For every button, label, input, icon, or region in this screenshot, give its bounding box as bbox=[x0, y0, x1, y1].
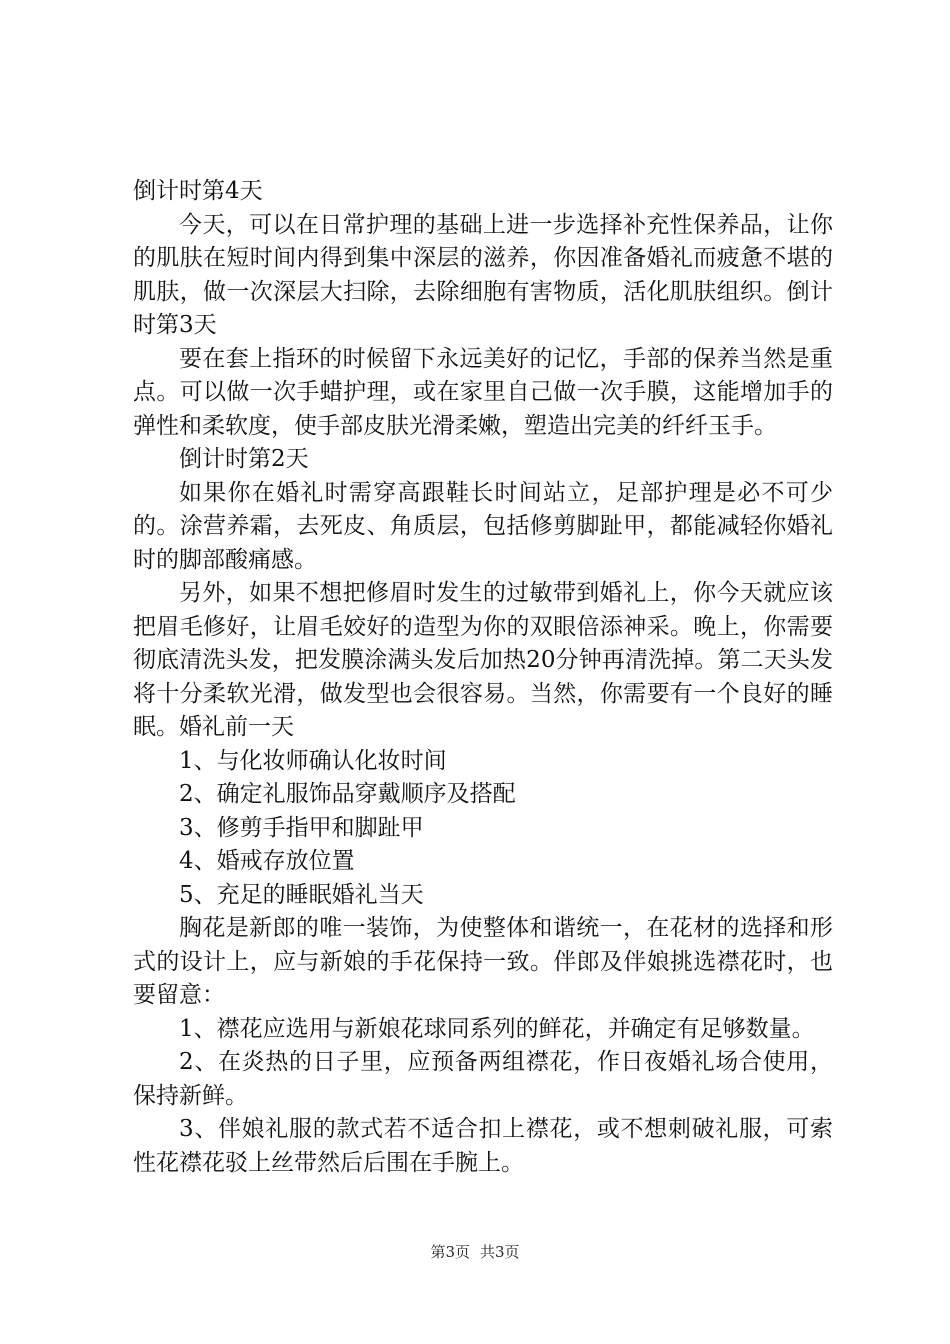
paragraph-day-2-brows-hair: 另外，如果不想把修眉时发生的过敏带到婚礼上，你今天就应该把眉毛修好，让眉毛姣好的造型为你的双眼倍添神采。晚上，你需要彻底清洗头发，把发膜涂满头发后加热20分钟再清洗掉。第二天头发将十分柔软光滑，做发型也会很容易。当然，你需要有一个良好的睡眠。婚礼前一天 bbox=[133, 580, 833, 740]
list-item: 3、伴娘礼服的款式若不适合扣上襟花，或不想刺破礼服，可索性花襟花驳上丝带然后后围在手腕上。 bbox=[133, 1116, 833, 1176]
list-item: 5、充足的睡眠婚礼当天 bbox=[179, 881, 424, 908]
list-day-before bbox=[133, 745, 833, 913]
list-item: 2、确定礼服饰品穿戴顺序及搭配 bbox=[179, 781, 516, 807]
list-item: 1、襟花应选用与新娘花球同系列的鲜花，并确定有足够数量。 bbox=[179, 1015, 815, 1042]
heading-countdown-day-2: 倒计时第2天 bbox=[179, 446, 309, 472]
list-item: 1、与化妆师确认化妆时间 bbox=[179, 747, 447, 774]
paragraph-day-2-foot-care: 如果你在婚礼时需穿高跟鞋长时间站立，足部护理是必不可少的。涂营养霜，去死皮、角质层，包括修剪脚趾甲，都能减轻你婚礼时的脚部酸痛感。 bbox=[133, 479, 833, 573]
page-number: 第3页 bbox=[430, 1243, 470, 1261]
paragraph-wedding-day: 胸花是新郎的唯一装饰，为使整体和谐统一，在花材的选择和形式的设计上，应与新娘的手花保持一致。伴郎及伴娘挑选襟花时，也要留意： bbox=[133, 915, 833, 1008]
paragraph-day-3: 要在套上指环的时候留下永远美好的记忆，手部的保养当然是重点。可以做一次手蜡护理，或在家里自己做一次手膜，这能增加手的弹性和柔软度，使手部皮肤光滑柔嫩，塑造出完美的纤纤玉手。 bbox=[133, 345, 833, 439]
list-boutonniere bbox=[133, 1013, 833, 1181]
page-footer bbox=[0, 1242, 950, 1262]
paragraph-day-4: 今天，可以在日常护理的基础上进一步选择补充性保养品，让你的肌肤在短时间内得到集中深层的滋养，你因准备婚礼而疲惫不堪的肌肤，做一次深层大扫除，去除细胞有害物质，活化肌肤组织。倒计时第3天 bbox=[133, 211, 833, 338]
list-item: 2、在炎热的日子里，应预备两组襟花，作日夜婚礼场合使用，保持新鲜。 bbox=[133, 1049, 833, 1109]
heading-countdown-day-4: 倒计时第4天 bbox=[133, 178, 263, 204]
list-item: 4、婚戒存放位置 bbox=[179, 848, 355, 874]
page-total: 共3页 bbox=[480, 1243, 520, 1261]
document-body bbox=[133, 175, 833, 1180]
list-item: 3、修剪手指甲和脚趾甲 bbox=[179, 814, 424, 841]
